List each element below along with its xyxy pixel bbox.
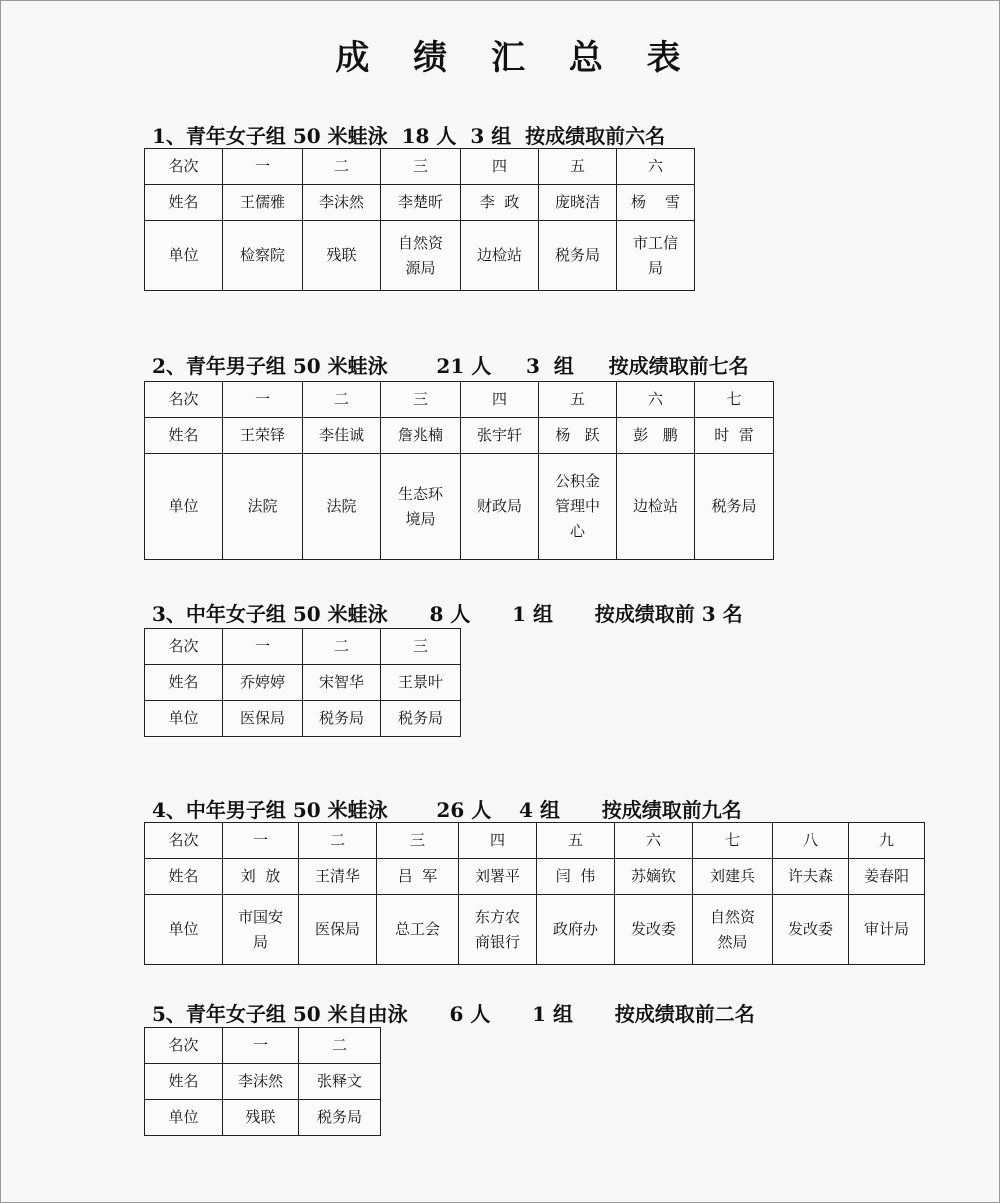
rank-cell: 五 bbox=[537, 823, 615, 859]
unit-cell: 法院 bbox=[303, 454, 381, 560]
athlete-name-cell: 庞晓洁 bbox=[539, 185, 617, 221]
results-table bbox=[144, 1027, 381, 1136]
rank-cell: 二 bbox=[299, 823, 377, 859]
unit-cell: 市工信 局 bbox=[617, 221, 695, 291]
unit-cell: 生态环 境局 bbox=[381, 454, 461, 560]
rank-cell: 六 bbox=[617, 149, 695, 185]
athlete-name-cell: 刘署平 bbox=[459, 859, 537, 895]
unit-cell: 公积金 管理中 心 bbox=[539, 454, 617, 560]
rank-cell: 三 bbox=[381, 629, 461, 665]
unit-cell: 税务局 bbox=[381, 701, 461, 737]
section-heading: 5、青年女子组 50 米自由泳 6 人 1 组 按成绩取前二名 bbox=[152, 1002, 755, 1026]
table-row bbox=[145, 382, 774, 418]
athlete-name-cell: 李 政 bbox=[461, 185, 539, 221]
table-row bbox=[145, 149, 695, 185]
results-table bbox=[144, 822, 925, 965]
table-row bbox=[145, 701, 461, 737]
athlete-name-cell: 苏嫡钦 bbox=[615, 859, 693, 895]
rank-cell: 二 bbox=[299, 1028, 381, 1064]
row-label-unit: 单位 bbox=[145, 701, 223, 737]
row-label-name: 姓名 bbox=[145, 1064, 223, 1100]
athlete-name-cell: 杨 跃 bbox=[539, 418, 617, 454]
athlete-name-cell: 宋智华 bbox=[303, 665, 381, 701]
unit-cell: 税务局 bbox=[303, 701, 381, 737]
athlete-name-cell: 王景叶 bbox=[381, 665, 461, 701]
athlete-name-cell: 李沫然 bbox=[223, 1064, 299, 1100]
athlete-name-cell: 时 雷 bbox=[695, 418, 774, 454]
row-label-unit: 单位 bbox=[145, 895, 223, 965]
athlete-name-cell: 张宇轩 bbox=[461, 418, 539, 454]
row-label-rank: 名次 bbox=[145, 629, 223, 665]
athlete-name-cell: 姜春阳 bbox=[849, 859, 925, 895]
rank-cell: 一 bbox=[223, 629, 303, 665]
rank-cell: 一 bbox=[223, 149, 303, 185]
unit-cell: 残联 bbox=[223, 1100, 299, 1136]
rank-cell: 六 bbox=[617, 382, 695, 418]
athlete-name-cell: 刘 放 bbox=[223, 859, 299, 895]
athlete-name-cell: 刘建兵 bbox=[693, 859, 773, 895]
table-row bbox=[145, 1028, 381, 1064]
rank-cell: 四 bbox=[459, 823, 537, 859]
unit-cell: 发改委 bbox=[615, 895, 693, 965]
rank-cell: 六 bbox=[615, 823, 693, 859]
table-row bbox=[145, 823, 925, 859]
athlete-name-cell: 吕 军 bbox=[377, 859, 459, 895]
rank-cell: 七 bbox=[695, 382, 774, 418]
row-label-unit: 单位 bbox=[145, 221, 223, 291]
unit-cell: 自然资 然局 bbox=[693, 895, 773, 965]
section-heading: 1、青年女子组 50 米蛙泳 18 人 3 组 按成绩取前六名 bbox=[152, 124, 666, 148]
rank-cell: 四 bbox=[461, 382, 539, 418]
rank-cell: 二 bbox=[303, 629, 381, 665]
athlete-name-cell: 王荣铎 bbox=[223, 418, 303, 454]
rank-cell: 九 bbox=[849, 823, 925, 859]
table-row bbox=[145, 665, 461, 701]
unit-cell: 法院 bbox=[223, 454, 303, 560]
unit-cell: 东方农 商银行 bbox=[459, 895, 537, 965]
unit-cell: 税务局 bbox=[299, 1100, 381, 1136]
rank-cell: 三 bbox=[381, 149, 461, 185]
row-label-rank: 名次 bbox=[145, 149, 223, 185]
rank-cell: 一 bbox=[223, 382, 303, 418]
table-row bbox=[145, 1100, 381, 1136]
row-label-rank: 名次 bbox=[145, 823, 223, 859]
athlete-name-cell: 李楚昕 bbox=[381, 185, 461, 221]
rank-cell: 四 bbox=[461, 149, 539, 185]
section-heading: 3、中年女子组 50 米蛙泳 8 人 1 组 按成绩取前 3 名 bbox=[152, 602, 743, 626]
rank-cell: 二 bbox=[303, 149, 381, 185]
unit-cell: 医保局 bbox=[299, 895, 377, 965]
row-label-rank: 名次 bbox=[145, 382, 223, 418]
athlete-name-cell: 闫 伟 bbox=[537, 859, 615, 895]
table-row bbox=[145, 454, 774, 560]
row-label-name: 姓名 bbox=[145, 418, 223, 454]
unit-cell: 市国安 局 bbox=[223, 895, 299, 965]
unit-cell: 残联 bbox=[303, 221, 381, 291]
section-heading: 4、中年男子组 50 米蛙泳 26 人 4 组 按成绩取前九名 bbox=[152, 798, 742, 822]
athlete-name-cell: 李沫然 bbox=[303, 185, 381, 221]
rank-cell: 二 bbox=[303, 382, 381, 418]
unit-cell: 审计局 bbox=[849, 895, 925, 965]
athlete-name-cell: 詹兆楠 bbox=[381, 418, 461, 454]
rank-cell: 七 bbox=[693, 823, 773, 859]
athlete-name-cell: 王儒雅 bbox=[223, 185, 303, 221]
athlete-name-cell: 许夫森 bbox=[773, 859, 849, 895]
table-row bbox=[145, 629, 461, 665]
results-table bbox=[144, 148, 695, 291]
table-row bbox=[145, 859, 925, 895]
unit-cell: 发改委 bbox=[773, 895, 849, 965]
row-label-unit: 单位 bbox=[145, 454, 223, 560]
section-heading: 2、青年男子组 50 米蛙泳 21 人 3 组 按成绩取前七名 bbox=[152, 354, 749, 378]
athlete-name-cell: 乔婷婷 bbox=[223, 665, 303, 701]
unit-cell: 政府办 bbox=[537, 895, 615, 965]
table-row bbox=[145, 221, 695, 291]
table-row bbox=[145, 418, 774, 454]
unit-cell: 总工会 bbox=[377, 895, 459, 965]
unit-cell: 边检站 bbox=[461, 221, 539, 291]
results-table bbox=[144, 628, 461, 737]
athlete-name-cell: 杨 雪 bbox=[617, 185, 695, 221]
rank-cell: 一 bbox=[223, 1028, 299, 1064]
table-row bbox=[145, 895, 925, 965]
page-title: 成 绩 汇 总 表 bbox=[335, 38, 697, 78]
rank-cell: 八 bbox=[773, 823, 849, 859]
athlete-name-cell: 张释文 bbox=[299, 1064, 381, 1100]
row-label-unit: 单位 bbox=[145, 1100, 223, 1136]
athlete-name-cell: 王清华 bbox=[299, 859, 377, 895]
unit-cell: 检察院 bbox=[223, 221, 303, 291]
row-label-name: 姓名 bbox=[145, 665, 223, 701]
rank-cell: 三 bbox=[381, 382, 461, 418]
unit-cell: 自然资 源局 bbox=[381, 221, 461, 291]
table-row bbox=[145, 185, 695, 221]
rank-cell: 五 bbox=[539, 382, 617, 418]
unit-cell: 财政局 bbox=[461, 454, 539, 560]
row-label-name: 姓名 bbox=[145, 859, 223, 895]
results-table bbox=[144, 381, 774, 560]
athlete-name-cell: 彭 鹏 bbox=[617, 418, 695, 454]
rank-cell: 三 bbox=[377, 823, 459, 859]
row-label-rank: 名次 bbox=[145, 1028, 223, 1064]
rank-cell: 五 bbox=[539, 149, 617, 185]
athlete-name-cell: 李佳诚 bbox=[303, 418, 381, 454]
unit-cell: 边检站 bbox=[617, 454, 695, 560]
unit-cell: 税务局 bbox=[695, 454, 774, 560]
rank-cell: 一 bbox=[223, 823, 299, 859]
unit-cell: 税务局 bbox=[539, 221, 617, 291]
row-label-name: 姓名 bbox=[145, 185, 223, 221]
unit-cell: 医保局 bbox=[223, 701, 303, 737]
table-row bbox=[145, 1064, 381, 1100]
